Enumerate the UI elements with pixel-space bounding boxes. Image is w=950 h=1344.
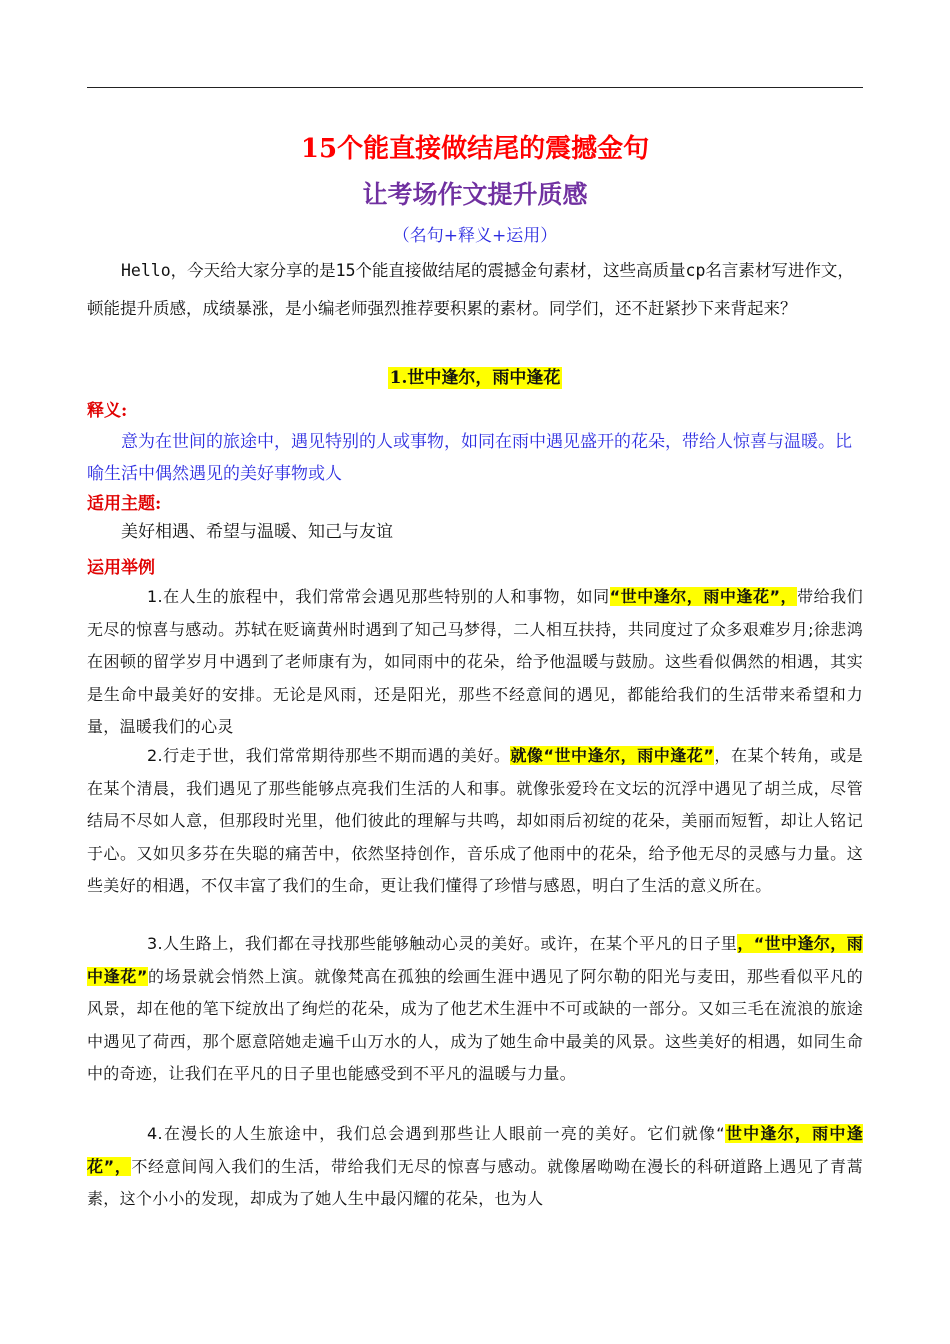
example-3-text-b: 的场景就会悄然上演。就像梵高在孤独的绘画生涯中遇见了阿尔勒的阳光与麦田，那些看似平凡的风景，却在他的笔下绽放出了绚烂的花朵，成为了他艺术生涯中不可或缺的一部分。又如三毛在流浪的旅途中遇见了荷西，那个愿意陪她走遍千山万水的人，成为了她生命中最美的风景。这些美好的相遇，如同生命中的奇迹，让我们在平凡的日子里也能感受到不平凡的温暖与力量。 — [87, 966, 863, 1083]
example-1-text-b: 带给我们无尽的惊喜与感动。苏轼在贬谪黄州时遇到了知己马梦得，二人相互扶持，共同度过了众多艰难岁月;徐悲鸿在困顿的留学岁月中遇到了老师康有为，如同雨中的花朵，给予他温暖与鼓励。这些看似偶然的相遇，其实是生命中最美好的安排。无论是风雨，还是阳光，那些不经意间的遇见，都能给我们的生活带来希望和力量，温暖我们的心灵 — [87, 587, 864, 736]
section-heading — [87, 363, 863, 388]
example-paragraph-3 — [87, 928, 863, 1091]
example-4-text-a: 4.在漫长的人生旅途中，我们总会遇到那些让人眼前一亮的美好。它们就像“ — [147, 1124, 725, 1143]
themes-label: 适用主题: — [87, 494, 162, 514]
title-note: （名句+释义+运用） — [392, 226, 558, 246]
examples-label: 运用举例 — [87, 558, 155, 578]
sub-title: 让考场作文提升质感 — [362, 180, 588, 209]
intro-paragraph: Hello，今天给大家分享的是15个能直接做结尾的震撼金句素材，这些高质量cp名言素材写进作文，顿能提升质感，成绩暴涨，是小编老师强烈推荐要积累的素材。同学们，还不赶紧抄下来背起来？ — [87, 261, 854, 318]
example-paragraph-1 — [87, 581, 863, 744]
header-rule — [87, 87, 863, 88]
example-2-text-a: 2.行走于世，我们常常期待那些不期而遇的美好。 — [147, 746, 511, 765]
example-3-highlight: ，“世中逢尔，雨中逢花” — [87, 934, 863, 986]
example-paragraph-2 — [87, 740, 863, 903]
example-4-text-b: 不经意间闯入我们的生活，带给我们无尽的惊喜与感动。就像屠呦呦在漫长的科研道路上遇见了青蒿素，这个小小的发现，却成为了她人生中最闪耀的花朵，也为人 — [87, 1156, 863, 1208]
meaning-label: 释义: — [87, 401, 128, 421]
section-heading-text: 1.世中逢尔，雨中逢花 — [389, 368, 561, 388]
meaning-text: 意为在世间的旅途中，遇见特别的人或事物，如同在雨中遇见盛开的花朵，带给人惊喜与温暖。比喻生活中偶然遇见的美好事物或人 — [87, 432, 852, 484]
example-paragraph-4 — [87, 1118, 863, 1216]
example-4-highlight: 世中逢尔，雨中逢花”， — [87, 1124, 863, 1176]
example-2-text-b: ，在某个转角，或是在某个清晨，我们遇见了那些能够点亮我们生活的人和事。就像张爱玲在文坛的沉浮中遇见了胡兰成，尽管结局不尽如人意，但那段时光里，他们彼此的理解与共鸣，却如雨后初绽的花朵，美丽而短暂，却让人铭记于心。又如贝多芬在失聪的痛苦中，依然坚持创作，音乐成了他雨中的花朵，给予他无尽的灵感与力量。这些美好的相遇，不仅丰富了我们的生命，更让我们懂得了珍惜与感恩，明白了生活的意义所在。 — [87, 746, 864, 895]
example-1-text-a: 1.在人生的旅程中，我们常常会遇见那些特别的人和事物，如同 — [147, 587, 610, 606]
example-3-text-a: 3.人生路上，我们都在寻找那些能够触动心灵的美好。或许，在某个平凡的日子里 — [147, 934, 738, 953]
main-title: 15个能直接做结尾的震撼金句 — [300, 134, 650, 164]
example-2-highlight: 就像“世中逢尔，雨中逢花” — [510, 746, 715, 765]
example-1-highlight: “世中逢尔，雨中逢花”， — [609, 587, 798, 606]
themes-text: 美好相遇、希望与温暖、知己与友谊 — [121, 522, 393, 542]
